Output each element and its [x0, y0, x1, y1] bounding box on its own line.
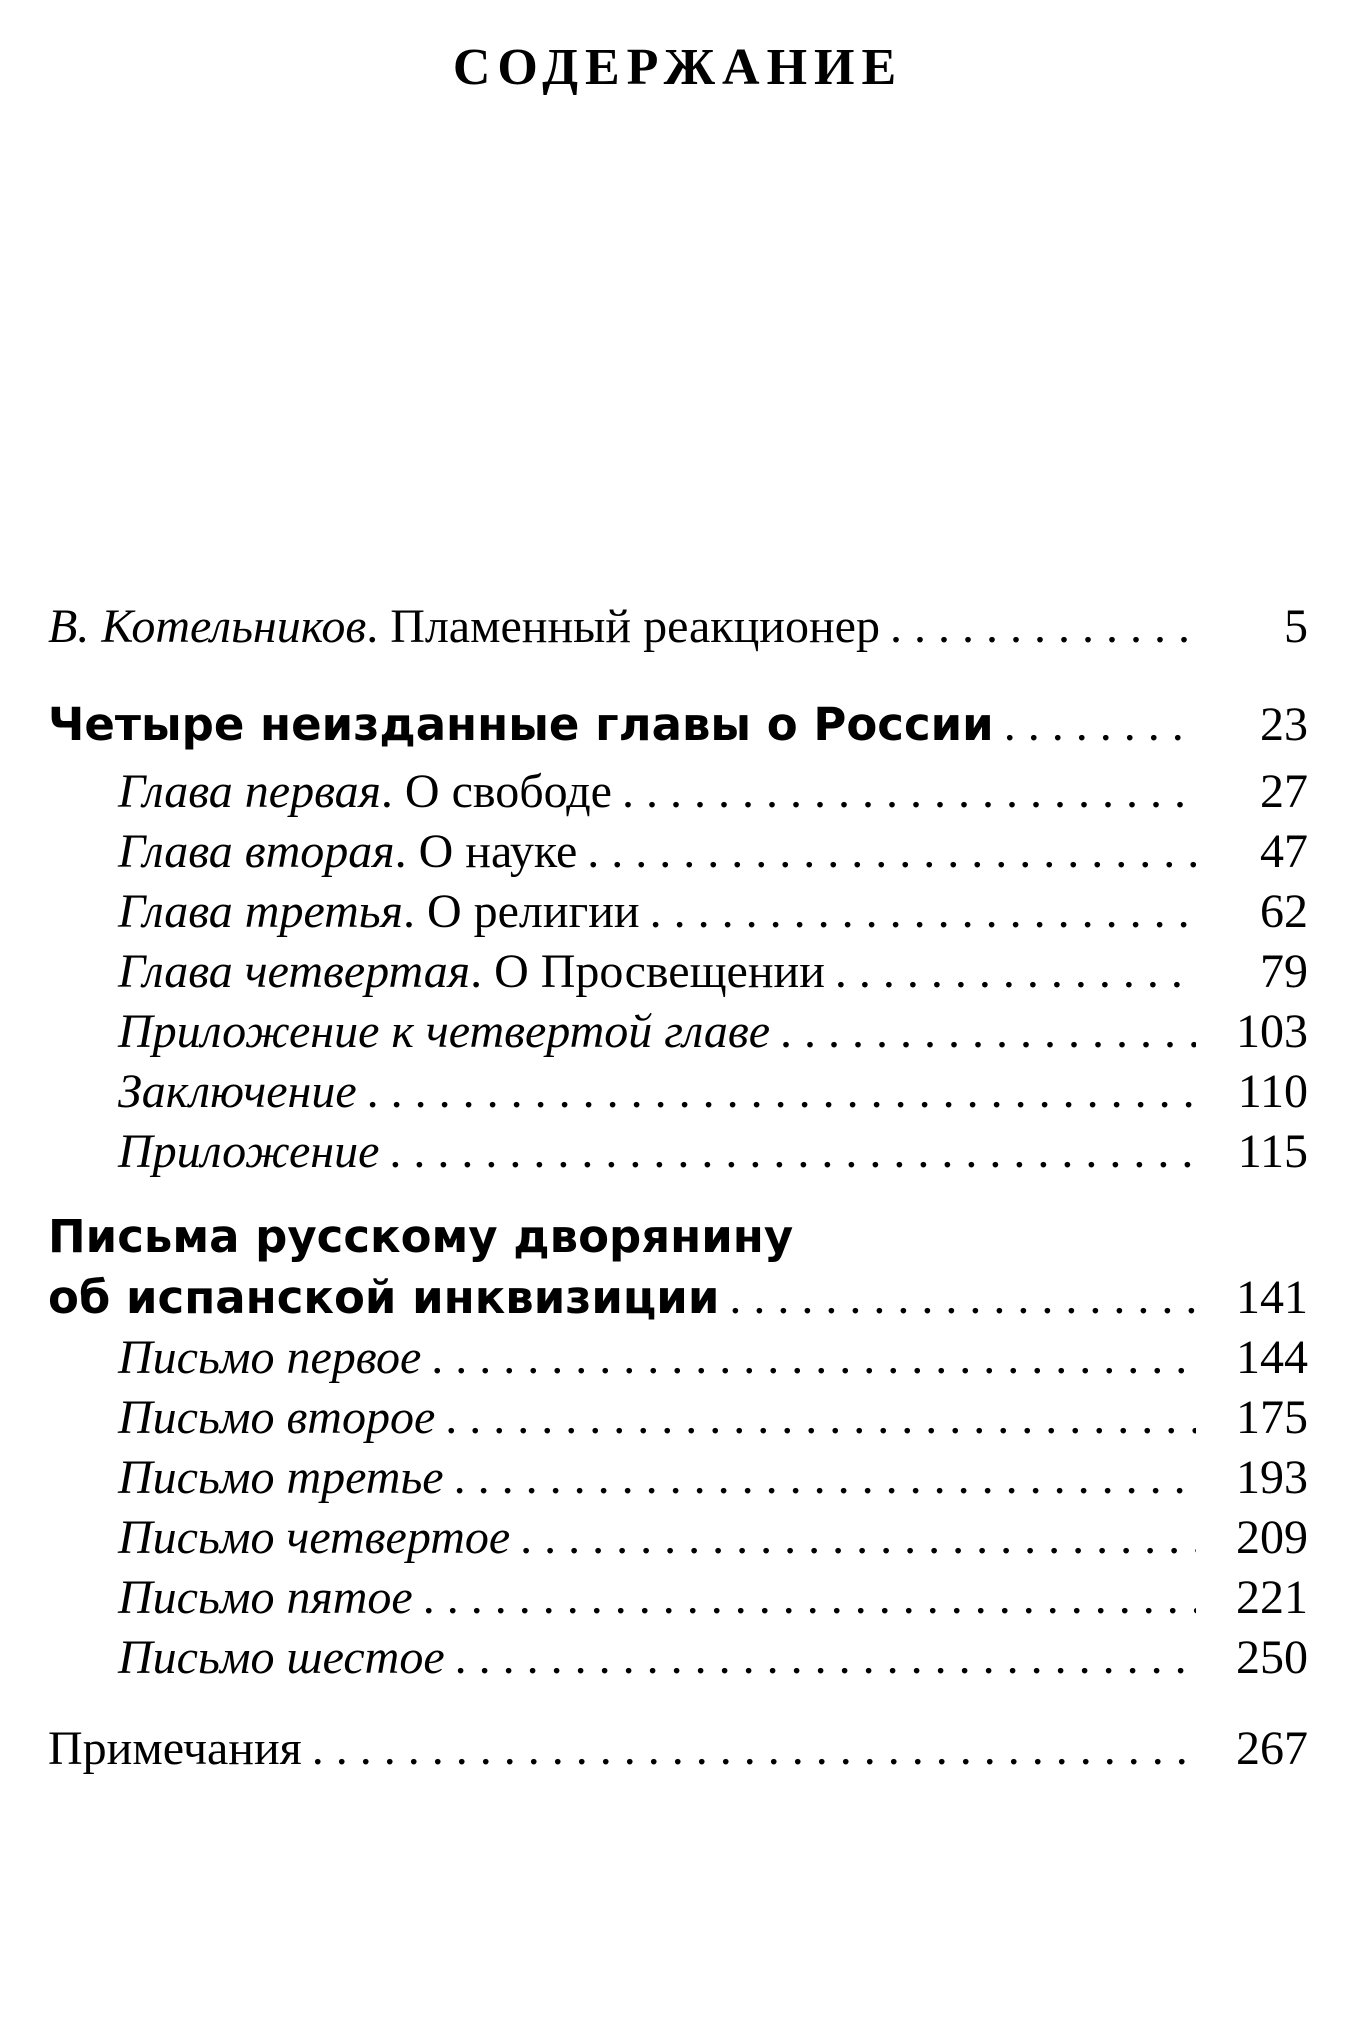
page-number: 27	[1260, 765, 1308, 818]
leader-dots	[890, 590, 1196, 664]
toc-entry-preface[interactable]: В. Котельников . Пламенный реакционер . . . 5	[48, 590, 1308, 664]
part2-title-line2: об испанской инквизиции	[48, 1271, 720, 1324]
part1-title: Четыре неизданные главы о России	[48, 698, 994, 751]
toc-entry-part2[interactable]	[48, 1268, 1308, 1328]
toc-entry[interactable]	[48, 1508, 1308, 1568]
leader-dots	[431, 1328, 1196, 1388]
leader-dots	[455, 1628, 1196, 1688]
toc-entry[interactable]	[48, 1122, 1308, 1182]
chapter-subtitle: О Просвещении	[494, 945, 825, 998]
toc-entry-part1[interactable]	[48, 688, 1308, 762]
leader-dots	[520, 1508, 1196, 1568]
leader-dots	[367, 1062, 1196, 1122]
toc-entry[interactable]: Глава четвертая . О Просвещении . . . 79	[48, 942, 1308, 1002]
leader-dots	[445, 1388, 1196, 1448]
page-number: 47	[1260, 825, 1308, 878]
page-number: 141	[1236, 1271, 1308, 1324]
toc-entry[interactable]	[48, 1062, 1308, 1122]
chapter-subtitle: О свободе	[404, 765, 612, 818]
leader-dots	[423, 1568, 1196, 1628]
chapter-label: Приложение	[118, 1125, 380, 1178]
toc-entry[interactable]	[48, 1628, 1308, 1688]
toc-entry[interactable]: Глава третья . О религии . . . 62	[48, 882, 1308, 942]
leader-dots	[622, 762, 1196, 822]
letter-label: Письмо третье	[118, 1451, 444, 1504]
leader-dots	[729, 1268, 1196, 1328]
letter-label: Письмо первое	[118, 1331, 422, 1384]
leader-dots	[312, 1712, 1196, 1786]
page-number: 62	[1260, 885, 1308, 938]
chapter-label: Глава третья	[118, 885, 403, 938]
chapter-label: Глава первая	[118, 765, 381, 818]
chapter-label: Заключение	[118, 1065, 357, 1118]
part2-title-line1: Письма русскому дворянину	[48, 1210, 794, 1263]
letter-label: Письмо пятое	[118, 1571, 413, 1624]
page-number: 144	[1236, 1331, 1308, 1384]
notes-title: Примечания	[48, 1722, 302, 1775]
table-of-contents	[48, 590, 1308, 1786]
leader-dots	[454, 1448, 1196, 1508]
leader-dots	[587, 822, 1196, 882]
page-number: 103	[1236, 1005, 1308, 1058]
toc-entry[interactable]: Глава вторая . О науке . . . 47	[48, 822, 1308, 882]
page-number: 221	[1236, 1571, 1308, 1624]
chapter-subtitle: О религии	[426, 885, 640, 938]
chapter-subtitle: О науке	[418, 825, 578, 878]
page-title: СОДЕРЖАНИЕ	[452, 39, 904, 96]
leader-dots	[835, 942, 1196, 1002]
chapter-label: Глава четвертая	[118, 945, 471, 998]
leader-dots	[780, 1002, 1196, 1062]
toc-entry[interactable]	[48, 1002, 1308, 1062]
toc-entry[interactable]	[48, 1388, 1308, 1448]
page-number: 79	[1260, 945, 1308, 998]
leader-dots	[389, 1122, 1196, 1182]
letter-label: Письмо второе	[118, 1391, 436, 1444]
page-number: 115	[1237, 1125, 1308, 1178]
toc-entry[interactable]: Глава первая . О свободе . . . 27	[48, 762, 1308, 822]
chapter-label: Приложение к четвертой главе	[118, 1005, 771, 1058]
page-number: 5	[1284, 600, 1308, 653]
leader-dots	[650, 882, 1196, 942]
page-number: 175	[1236, 1391, 1308, 1444]
letter-label: Письмо четвертое	[118, 1511, 511, 1564]
page-number: 209	[1236, 1511, 1308, 1564]
preface-title: Пламенный реакционер	[390, 600, 880, 653]
chapter-label: Глава вторая	[118, 825, 395, 878]
toc-entry[interactable]	[48, 1448, 1308, 1508]
page-number: 23	[1260, 698, 1308, 751]
toc-entry-notes[interactable]	[48, 1712, 1308, 1786]
letter-label: Письмо шестое	[118, 1631, 445, 1684]
preface-author: В. Котельников	[48, 600, 367, 653]
page-number: 250	[1236, 1631, 1308, 1684]
toc-entry[interactable]	[48, 1328, 1308, 1388]
toc-entry[interactable]	[48, 1568, 1308, 1628]
page-number: 110	[1237, 1065, 1308, 1118]
page-number: 193	[1236, 1451, 1308, 1504]
leader-dots	[1004, 688, 1196, 762]
page-number: 267	[1236, 1722, 1308, 1775]
